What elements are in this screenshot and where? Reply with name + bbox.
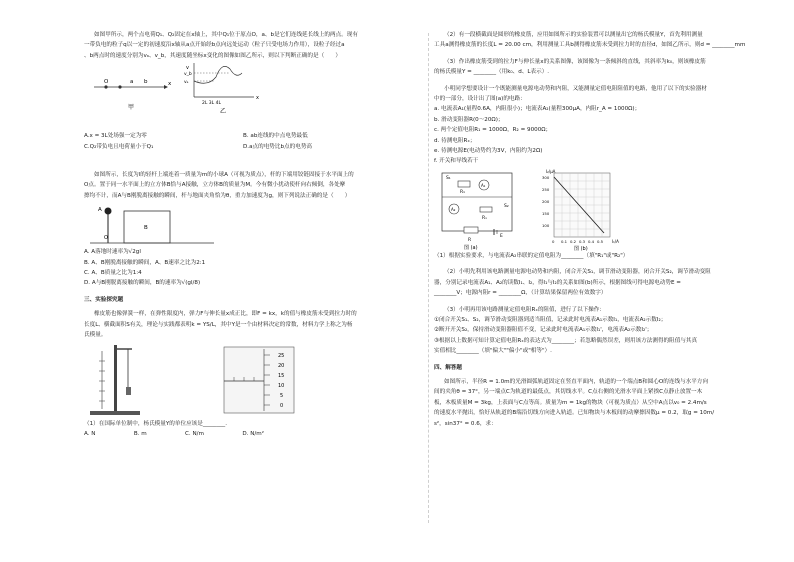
stand-apparatus: [90, 345, 140, 415]
circuit-label-S1: S₁: [446, 175, 451, 181]
scale-tick-15: 15: [278, 372, 285, 379]
q5-line-5: s²，sin37° = 0.6，求：: [434, 420, 497, 427]
graph-ytick-300: 300: [542, 174, 550, 180]
right-column: [434, 30, 756, 429]
q4-figure-svg: [434, 167, 756, 251]
figure-b-caption: 图 (b): [574, 245, 588, 251]
q3-line-1: 橡皮筋也像弹簧一样，在弹性限度内，弹力F与伸长量x成正比，即F = kx，k的值与橡皮筋未受到拉力时的: [94, 311, 357, 318]
q3b-line-2: 工具a测得橡皮筋的长度L = 20.00 cm，利用测量工具b测得橡皮筋未受到拉力时的直径d，如图乙所示，则d = ________mm: [434, 42, 746, 49]
graph-x-label: I₁/A: [612, 238, 619, 244]
q3-line-2: 长度L、横截面积S有关，理论与实践都表明k = YS/L，其中Y是一个由材料决定的常数，材料力学上称之为杨: [84, 321, 353, 328]
circuit-label-R: R: [468, 237, 472, 243]
q1-option-d: D.a点的电势比b点的电势高: [243, 143, 313, 150]
circuit-label-S2: S₂: [504, 203, 509, 209]
q2-option-b: B. A、B刚脱离接触的瞬间，A、B速率之比为2:1: [84, 259, 206, 266]
q1-line-1: 如图甲所示，两个点电荷Q₁、Q₂固定在x轴上，其中Q₁位于原点O，a、b是它们连线延长线上的两点。现有: [94, 32, 358, 38]
section-3-heading: 三、实验探究题: [84, 296, 124, 303]
figure-yi: [184, 63, 259, 115]
q4-sub-2-line-1: （2）小明先利用该电路测量电源电动势和内阻，闭合开关S₁，调节滑动变阻器，闭合开关S₂，调节滑动变阻: [444, 269, 711, 276]
q3-line-3: 氏模量。: [84, 332, 107, 339]
q3-options: [84, 429, 264, 439]
q1-figure-svg: [84, 61, 402, 131]
label-x: x: [168, 81, 172, 88]
circuit-label-E: E: [500, 233, 503, 239]
q5-line-2: 间的夹角θ = 37°，另一端点C为轨道的最低点，其切线水平。C点右侧的光滑水平面上紧挨C点静止放置一木: [434, 389, 703, 396]
q2-option-d: D. A与B刚脱离接触的瞬间，B的速率为√(gl/8): [84, 280, 201, 287]
graph-ytick-200: 200: [542, 198, 550, 204]
q4-line-1: 小明同学想要设计一个既能测量电源电动势和内阻，又能测量定值电阻阻值的电路，他用了以下的实验器材: [444, 85, 707, 92]
q3-figure-svg: [84, 341, 402, 419]
label-ticks: 2L 3L 4L: [202, 101, 221, 107]
scale-tick-5: 5: [280, 392, 284, 399]
q4-item-c: c. 两个定值电阻R₁ = 1000Ω，R₂ = 9000Ω；: [434, 127, 552, 134]
q2-line-1: 如图所示，长度为l的轻杆上端连着一质量为m的小球A（可视为质点），杆的下端用铰链固接于水平面上的: [94, 172, 354, 179]
q4-item-e: e. 待测电源E(电动势约为3V，内阻约为2Ω): [434, 148, 543, 155]
label-va: vₐ: [184, 80, 189, 86]
figure-jia-caption: 甲: [128, 104, 135, 112]
q3-sub-1: （1）在国际单位制中，杨氏模量Y的单位应该是________.: [84, 420, 228, 427]
q4-sub-3-line-5: 实值相比________（填"偏大""偏小"或"相等"）.: [434, 348, 552, 355]
q2-line-3: 擦均不计，而A与B刚脱离接触的瞬间，杆与地面夹角恰为θ，重力加速度为g，则下列说法正确的是（ ）: [84, 192, 351, 199]
circuit-diagram: [442, 173, 512, 251]
q4-item-d: d. 待测电阻Rₓ；: [434, 137, 476, 144]
q4-sub-3-step-1: ①闭合开关S₁、S₂，调节滑动变阻器到适当阻值，记录此时电流表A₁示数I₁，电流表A₂示数I₂；: [434, 316, 667, 323]
q4-sub-2-line-3: ________V；电源内阻r = ________Ω，（计算结果保留两位有效数字）: [434, 290, 607, 297]
graph-xtick-0.3: 0.3: [579, 238, 586, 244]
label-b: b: [144, 79, 148, 86]
micrometer-scale: [224, 347, 294, 413]
figure-label-A: A: [98, 207, 102, 214]
scale-tick-0: 0: [280, 402, 284, 409]
label-v: v: [186, 65, 189, 72]
circuit-label-A1: A₁: [481, 182, 486, 188]
circuit-label-R1: R₁: [460, 189, 465, 195]
label-vb: v_b: [184, 72, 192, 78]
q3-option-b: B. m: [133, 430, 147, 437]
q3b-line-3: （3）作出橡皮筋受到的拉力F与伸长量x的关系图像，该图像为一条倾斜的直线，其斜率为k₀，则该橡皮筋: [444, 58, 706, 65]
q4-line-2: 中的一部分，设计出了图(a)的电路：: [434, 96, 526, 103]
q1-option-a: A.x = 3L处场强一定为零: [84, 133, 147, 140]
q4-sub-2-line-2: 器，分别记录电流表A₁、A₂的读数I₁、I₂，得I₁与I₂的关系如图(b)所示，根据图线可得电源电动势E =: [434, 279, 681, 286]
figure-a-caption: 图 (a): [464, 244, 478, 251]
left-column: [84, 30, 402, 439]
q1-option-b: B. ab连线的中点电势最低: [243, 133, 308, 140]
circuit-label-A2: A₂: [451, 206, 456, 212]
q2-figure-svg: [84, 201, 284, 247]
scale-tick-25: 25: [278, 352, 285, 359]
label-O: O: [104, 79, 109, 86]
q4-sub-1: （1）根据实验要求，与电流表A₂串联的定值电阻为________（填"R₁"或"R₂"）: [434, 252, 629, 259]
q3-figure: [84, 341, 402, 419]
q3-option-c: C. N/m: [185, 430, 205, 437]
graph-ytick-250: 250: [542, 186, 550, 192]
q2-line-2: O点。置于同一水平面上的立方体B恰与A接触，立方体B的质量为M。今有微小扰动使杆向右倾倒，各处摩: [84, 182, 346, 189]
q2-option-a: A. A落地时速率为√2gl: [84, 249, 141, 256]
label-xo: x: [256, 95, 259, 102]
figure-yi-caption: 乙: [220, 108, 227, 116]
q2-figure: [84, 201, 402, 247]
section-4-heading: 四、解答题: [434, 364, 462, 371]
i2-i1-graph: [542, 169, 619, 251]
q1-option-c: C.Q₂带负电且电荷量小于Q₁: [84, 143, 154, 150]
graph-xtick-0.5: 0.5: [597, 238, 604, 244]
q5-line-3: 板，木板质量M = 3kg，上表面与C点等高。质量为m = 1kg的物块（可视为质点）从空中A点以v₀ = 2.4m/s: [434, 399, 707, 406]
graph-ytick-100: 100: [542, 222, 550, 228]
q4-sub-3-line-1: （3）小明再用该电路测量定值电阻Rₓ的阻值，进行了以下操作：: [444, 306, 605, 313]
q3b-line-4: 的杨氏模量Y = ________（用k₀、d、L表示）.: [434, 69, 550, 76]
q4-sub-3-step-2: ②断开开关S₂，保持滑动变阻器阻值不变，记录此时电流表A₁示数I₁'，电流表A₂示数I₂'；: [434, 327, 653, 334]
q2-option-c: C. A、B质量之比为1:4: [84, 270, 142, 277]
column-divider: [428, 33, 429, 523]
q1-line-3: 、b两点时的速度分别为vₐ、v_b，其速度随坐标x变化的图像如图乙所示，则以下判断正确的是（ ）: [84, 52, 341, 59]
q4-item-b: b. 滑动变阻器R(0～20Ω)；: [434, 116, 504, 123]
q3-option-a: A. N: [84, 430, 96, 437]
q1-options: [84, 131, 402, 152]
q4-item-a: a. 电流表A₁(量程0.6A，内阻很小)；电流表A₂(量程300μA，内阻r_A = 1000Ω)；: [434, 106, 641, 113]
q4-sub-3-step-3: ③根据以上数据可知计算定值电阻Rₓ的表达式为________；若忽略偶然误差，则用该方法测得的阻值与其真: [434, 337, 698, 344]
graph-xtick-0: 0: [552, 238, 555, 244]
circuit-label-Rx: Rₓ: [482, 215, 488, 221]
graph-xtick-0.2: 0.2: [570, 238, 577, 244]
q4-item-f: f. 开关和导线若干: [434, 158, 479, 165]
figure-jia: [94, 79, 172, 111]
q3-option-d: D. N/m²: [242, 430, 264, 437]
figure-label-B: B: [144, 225, 148, 232]
graph-ytick-150: 150: [542, 210, 550, 216]
figure-label-O: O: [104, 235, 108, 242]
q5-line-1: 如图所示，半径R = 1.0m的光滑圆弧轨道固定在竖直平面内，轨道的一个端点B和圆心O的连线与水平方向: [444, 378, 709, 385]
q5-line-4: 的速度水平抛出，恰好从轨道的B端沿切线方向进入轨道。已知物块与木板间的动摩擦因数μ = 0.2，取g = 10m/: [434, 410, 715, 417]
scale-tick-10: 10: [278, 382, 285, 389]
q1-figures: [84, 61, 402, 131]
graph-xtick-0.4: 0.4: [588, 238, 595, 244]
q1-line-2: 一带负电的粒子q以一定的初速度沿x轴从a点开始经b点向远处运动（粒子只受电场力作用），设粒子经过a: [84, 42, 345, 49]
q3b-line-1: （2）有一段横截面是圆形的橡皮筋，应用如图所示的实验装置可以测量出它的杨氏模量Y，首先利用测量: [444, 32, 703, 38]
label-a: a: [130, 79, 134, 86]
graph-xtick-0.1: 0.1: [561, 238, 568, 244]
graph-y-label: I₂/μA: [546, 168, 556, 174]
q4-figures: [434, 167, 756, 251]
scale-tick-20: 20: [278, 362, 285, 369]
